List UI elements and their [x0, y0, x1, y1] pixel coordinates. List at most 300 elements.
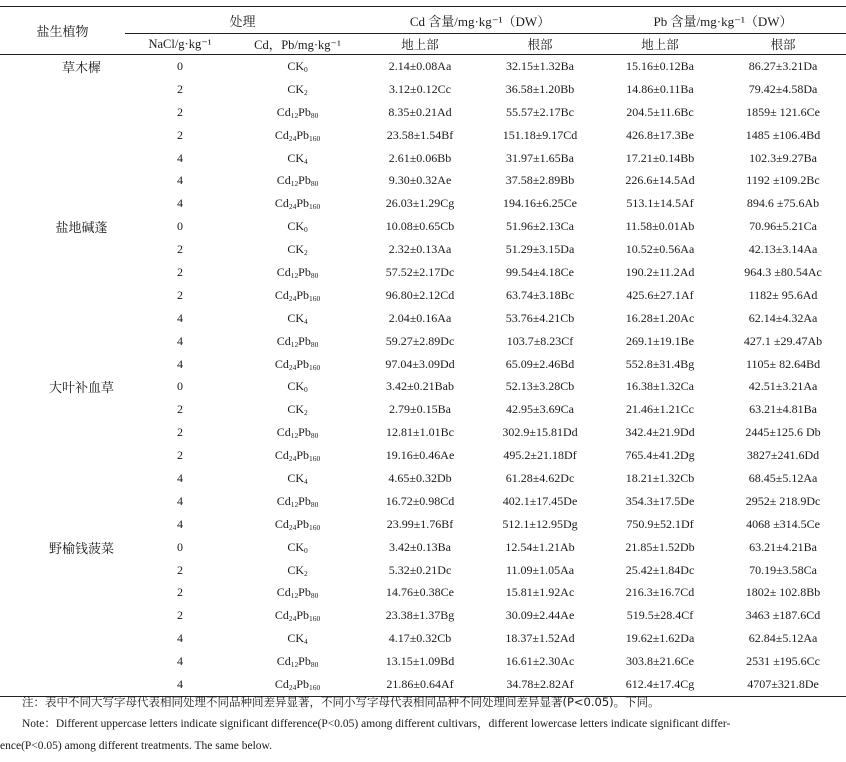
treatment-cell [235, 238, 360, 261]
plant-name-cell [0, 559, 125, 582]
nacl-cell: 0 [177, 539, 183, 554]
plant-name-cell [0, 261, 125, 284]
note-english-line1: Note：Different uppercase letters indicate significant difference(P<0.05) among different cultivars，different lowercase letters indicate significant differ- [22, 718, 731, 730]
cd-root-cell: 34.78±2.82Af [480, 673, 600, 696]
plant-name-cell [0, 284, 125, 307]
pb-root-cell: 70.96±5.21Ca [749, 219, 817, 234]
treatment-subscript: 0 [303, 64, 308, 74]
plant-name-cell: 野榆钱菠菜 [48, 541, 114, 557]
treatment-subscript: 4 [303, 156, 308, 166]
treatment-pb-label: Pb [298, 493, 311, 508]
cd-aboveground-cell: 14.76±0.38Ce [386, 585, 454, 600]
header-pb-aboveground: 地上部 [600, 34, 720, 55]
pb-aboveground-cell: 16.38±1.32Ca [626, 379, 694, 394]
treatment-cell [235, 650, 360, 673]
plant-name-cell [0, 513, 125, 536]
header-cd-content: Cd 含量/mg·kg⁻¹（DW） [360, 7, 600, 34]
cd-root-cell: 512.1±12.95Dg [502, 516, 578, 531]
table-row [0, 238, 846, 261]
treatment-pb-label: Pb [296, 356, 309, 371]
plant-name-cell [0, 307, 125, 330]
treatment-cell [235, 375, 360, 398]
header-plant: 盐生植物 [0, 7, 125, 55]
cd-aboveground-cell: 13.15±1.09Bd [385, 654, 455, 669]
cd-root-cell: 18.37±1.52Ad [505, 631, 575, 646]
cd-aboveground-cell: 26.03±1.29Cg [385, 196, 455, 211]
pb-root-cell: 2952± 218.9Dc [745, 493, 821, 508]
pb-aboveground-cell: 513.1±14.5Af [626, 196, 694, 211]
treatment-cell [235, 627, 360, 650]
nacl-cell: 4 [177, 150, 183, 165]
table-row [0, 444, 846, 467]
treatment-label: CK [287, 242, 304, 257]
treatment-cell [235, 581, 360, 604]
header-cd-aboveground: 地上部 [360, 34, 480, 55]
pb-aboveground-cell: 425.6±27.1Af [626, 287, 694, 302]
treatment-cell [235, 147, 360, 170]
cd-aboveground-cell: 10.08±0.65Cb [385, 219, 455, 234]
pb-root-cell: 964.3 ±80.54Ac [744, 264, 822, 279]
treatment-label: CK [287, 81, 304, 96]
treatment-pb-subscript: 160 [309, 614, 321, 624]
pb-root-cell: 427.1 ±29.47Ab [743, 333, 823, 348]
cd-aboveground-cell: 19.16±0.46Ae [385, 448, 455, 463]
pb-aboveground-cell: 18.21±1.32Cb [625, 470, 695, 485]
plant-name-cell [0, 467, 125, 490]
cd-root-cell: 302.9±15.81Dd [502, 425, 578, 440]
cd-root-cell: 51.96±2.13Ca [506, 219, 574, 234]
cd-aboveground-cell: 4.65±0.32Db [388, 470, 452, 485]
treatment-pb-label: Pb [298, 425, 311, 440]
cd-aboveground-cell: 2.32±0.13Aa [388, 242, 452, 257]
cd-root-cell: 402.1±17.45De [502, 493, 578, 508]
treatment-subscript: 0 [303, 545, 308, 555]
nacl-cell: 2 [177, 402, 183, 417]
treatment-pb-label: Pb [298, 264, 311, 279]
table-row [0, 307, 846, 330]
nacl-cell: 2 [177, 127, 183, 142]
nacl-cell: 2 [177, 585, 183, 600]
nacl-cell: 4 [177, 516, 183, 531]
pb-aboveground-cell: 519.5±28.4Cf [626, 608, 694, 623]
cd-aboveground-cell: 3.12±0.12Cc [389, 81, 451, 96]
treatment-pb-subscript: 80 [310, 179, 319, 189]
treatment-subscript: 24 [288, 614, 297, 624]
cd-aboveground-cell: 21.86±0.64Af [360, 673, 480, 696]
plant-name-cell [0, 444, 125, 467]
table-row [0, 169, 846, 192]
nacl-cell: 4 [125, 673, 235, 696]
pb-aboveground-cell: 17.21±0.14Bb [625, 150, 695, 165]
pb-root-cell: 1105± 82.64Bd [745, 356, 821, 371]
treatment-cell [235, 421, 360, 444]
treatment-subscript: 2 [303, 87, 308, 97]
pb-aboveground-cell: 612.4±17.4Cg [600, 673, 720, 696]
treatment-label: CK [287, 539, 304, 554]
cd-aboveground-cell: 2.61±0.06Bb [388, 150, 452, 165]
data-table [0, 6, 846, 697]
plant-name-cell [0, 330, 125, 353]
nacl-cell: 4 [177, 631, 183, 646]
table-row [0, 559, 846, 582]
treatment-subscript: 12 [290, 591, 299, 601]
pb-root-cell: 1182± 95.6Ad [748, 287, 818, 302]
nacl-cell: 0 [177, 379, 183, 394]
treatment-cell [235, 78, 360, 101]
treatment-cell [235, 490, 360, 513]
treatment-pb-label: Pb [298, 585, 311, 600]
table-row [0, 581, 846, 604]
pb-aboveground-cell: 19.62±1.62Da [625, 631, 695, 646]
plant-name-cell [0, 627, 125, 650]
treatment-label: Cd [276, 654, 291, 669]
cd-aboveground-cell: 16.72±0.98Cd [385, 493, 455, 508]
cd-root-cell: 30.09±2.44Ae [505, 608, 575, 623]
cd-root-cell: 61.28±4.62Dc [505, 470, 575, 485]
nacl-cell: 4 [177, 310, 183, 325]
treatment-subscript: 12 [290, 431, 299, 441]
pb-aboveground-cell: 16.28±1.20Ac [625, 310, 695, 325]
nacl-cell: 2 [177, 264, 183, 279]
treatment-subscript: 4 [303, 316, 308, 326]
pb-root-cell: 894.6 ±75.6Ab [746, 196, 820, 211]
treatment-label: Cd [274, 608, 289, 623]
pb-aboveground-cell: 354.3±17.5De [625, 493, 695, 508]
cd-aboveground-cell: 3.42±0.21Bab [386, 379, 454, 394]
table-row [0, 398, 846, 421]
treatment-cell [235, 192, 360, 215]
table-row [0, 467, 846, 490]
treatment-pb-label: Pb [296, 516, 309, 531]
plant-name-cell [0, 353, 125, 376]
treatment-label: CK [287, 219, 304, 234]
pb-aboveground-cell: 303.8±21.6Ce [626, 654, 694, 669]
treatment-subscript: 0 [303, 385, 308, 395]
treatment-label: CK [287, 310, 304, 325]
header-pb-root: 根部 [720, 34, 846, 55]
treatment-subscript: 24 [288, 362, 297, 372]
nacl-cell: 4 [177, 470, 183, 485]
table-row [0, 604, 846, 627]
treatment-label: Cd [274, 448, 289, 463]
treatment-label: Cd [276, 333, 291, 348]
treatment-label: CK [287, 470, 304, 485]
table-row [0, 490, 846, 513]
plant-name-cell: 草木樨 [61, 60, 101, 76]
treatment-subscript: 24 [288, 133, 297, 143]
plant-name-cell: 大叶补血草 [48, 381, 114, 397]
nacl-cell: 0 [177, 58, 183, 73]
pb-root-cell: 42.13±3.14Aa [748, 242, 818, 257]
treatment-cell [235, 215, 360, 238]
cd-root-cell: 495.2±21.18Df [503, 448, 577, 463]
cd-root-cell: 194.16±6.25Ce [503, 196, 577, 211]
treatment-subscript: 4 [303, 476, 308, 486]
cd-root-cell: 31.97±1.65Ba [506, 150, 574, 165]
pb-root-cell: 79.42±4.58Da [748, 81, 818, 96]
cd-root-cell: 42.95±3.69Ca [506, 402, 574, 417]
plant-name-cell [0, 124, 125, 147]
treatment-pb-label: Pb [298, 104, 311, 119]
treatment-pb-subscript: 160 [309, 133, 321, 143]
treatment-subscript: 24 [288, 202, 297, 212]
table-row [0, 284, 846, 307]
nacl-cell: 4 [177, 356, 183, 371]
cd-aboveground-cell: 97.04±3.09Dd [385, 356, 455, 371]
plant-name-cell [0, 101, 125, 124]
treatment-label: Cd [274, 127, 289, 142]
treatment-label: Cd [276, 264, 291, 279]
table-body [0, 55, 846, 697]
plant-name-cell [0, 398, 125, 421]
treatment-label: CK [287, 631, 304, 646]
treatment-label: Cd [274, 676, 289, 691]
treatment-cell [235, 559, 360, 582]
cd-aboveground-cell: 59.27±2.89Dc [385, 333, 455, 348]
treatment-pb-subscript: 80 [310, 499, 319, 509]
table-row [0, 536, 846, 559]
pb-aboveground-cell: 552.8±31.4Bg [625, 356, 695, 371]
treatment-pb-label: Pb [296, 608, 309, 623]
treatment-cell [235, 353, 360, 376]
treatment-subscript: 4 [303, 637, 308, 647]
treatment-cell [235, 330, 360, 353]
treatment-pb-subscript: 80 [310, 591, 319, 601]
table-row [0, 101, 846, 124]
table-row [0, 261, 846, 284]
pb-root-cell: 1485 ±106.4Bd [745, 127, 821, 142]
pb-aboveground-cell: 216.3±16.7Cd [625, 585, 695, 600]
pb-aboveground-cell: 342.4±21.9Dd [625, 425, 695, 440]
treatment-subscript: 2 [303, 568, 308, 578]
pb-aboveground-cell: 15.16±0.12Ba [626, 58, 694, 73]
treatment-label: Cd [274, 356, 289, 371]
pb-aboveground-cell: 21.85±1.52Db [625, 539, 695, 554]
pb-root-cell: 4068 ±314.5Ce [746, 516, 820, 531]
pb-root-cell: 1859± 121.6Ce [746, 104, 820, 119]
treatment-subscript: 0 [303, 225, 308, 235]
nacl-cell: 2 [177, 104, 183, 119]
pb-root-cell: 62.84±5.12Aa [748, 631, 818, 646]
treatment-pb-subscript: 160 [309, 682, 321, 692]
treatment-label: Cd [276, 585, 291, 600]
cd-root-cell: 51.29±3.15Da [505, 242, 575, 257]
treatment-label: CK [287, 150, 304, 165]
treatment-label: Cd [276, 493, 291, 508]
treatment-subscript: 12 [290, 270, 299, 280]
pb-root-cell: 2445±125.6 Db [745, 425, 821, 440]
pb-aboveground-cell: 204.5±11.6Bc [626, 104, 694, 119]
note-english-line2: ence(P<0.05) among different treatments. The same below. [0, 740, 272, 752]
treatment-pb-label: Pb [296, 127, 309, 142]
plant-name-cell [0, 78, 125, 101]
treatment-pb-label: Pb [296, 676, 309, 691]
treatment-label: Cd [276, 104, 291, 119]
cd-aboveground-cell: 2.79±0.15Ba [389, 402, 451, 417]
cd-aboveground-cell: 4.17±0.32Cb [388, 631, 452, 646]
treatment-label: CK [287, 379, 304, 394]
nacl-cell: 4 [177, 333, 183, 348]
pb-aboveground-cell: 25.42±1.84Dc [625, 562, 695, 577]
treatment-pb-subscript: 160 [309, 362, 321, 372]
treatment-pb-subscript: 160 [309, 293, 321, 303]
cd-root-cell: 63.74±3.18Bc [506, 287, 574, 302]
header-cdpb: Cd，Pb/mg·kg⁻¹ [235, 34, 360, 55]
treatment-subscript: 24 [288, 453, 297, 463]
plant-name-cell [0, 238, 125, 261]
treatment-pb-label: Pb [296, 196, 309, 211]
nacl-cell: 4 [177, 654, 183, 669]
pb-root-cell: 42.51±3.21Aa [748, 379, 818, 394]
treatment-subscript: 2 [303, 247, 308, 257]
pb-aboveground-cell: 10.52±0.56Aa [625, 242, 695, 257]
treatment-pb-subscript: 160 [309, 202, 321, 212]
treatment-cell [235, 536, 360, 559]
treatment-pb-subscript: 160 [309, 522, 321, 532]
header-cd-root: 根部 [480, 34, 600, 55]
treatment-subscript: 2 [303, 408, 308, 418]
pb-root-cell: 4707±321.8De [720, 673, 846, 696]
note-chinese: 注：表中不同大写字母代表相同处理不同品种间差异显著，不同小写字母代表相同品种不同处理间差异显著(P<0.05)。下同。 [22, 695, 660, 709]
table-row [0, 215, 846, 238]
pb-aboveground-cell: 14.86±0.11Ba [626, 81, 694, 96]
cd-aboveground-cell: 12.81±1.01Bc [386, 425, 454, 440]
cd-aboveground-cell: 2.04±0.16Aa [388, 310, 452, 325]
table-row [0, 375, 846, 398]
pb-aboveground-cell: 190.2±11.2Ad [625, 264, 695, 279]
nacl-cell: 2 [177, 448, 183, 463]
plant-name-cell [0, 169, 125, 192]
treatment-label: Cd [276, 173, 291, 188]
header-nacl: NaCl/g·kg⁻¹ [125, 34, 235, 55]
nacl-cell: 2 [177, 608, 183, 623]
treatment-label: CK [287, 402, 304, 417]
pb-aboveground-cell: 269.1±19.1Be [626, 333, 694, 348]
treatment-cell [235, 398, 360, 421]
header-pb-content: Pb 含量/mg·kg⁻¹（DW） [600, 7, 846, 34]
pb-root-cell: 70.19±3.58Ca [749, 562, 817, 577]
treatment-pb-subscript: 80 [310, 659, 319, 669]
nacl-cell: 2 [177, 425, 183, 440]
treatment-label: CK [287, 58, 304, 73]
cd-aboveground-cell: 57.52±2.17Dc [385, 264, 455, 279]
treatment-label: CK [287, 562, 304, 577]
table-notes [0, 691, 846, 757]
treatment-pb-label: Pb [298, 333, 311, 348]
cd-root-cell: 36.58±1.20Bb [505, 81, 575, 96]
nacl-cell: 2 [177, 242, 183, 257]
pb-root-cell: 1192 ±109.2Bc [746, 173, 820, 188]
pb-aboveground-cell: 226.6±14.5Ad [625, 173, 695, 188]
cd-root-cell: 52.13±3.28Cb [505, 379, 575, 394]
table-row [0, 78, 846, 101]
treatment-subscript: 24 [288, 682, 297, 692]
cd-aboveground-cell: 23.58±1.54Bf [386, 127, 454, 142]
treatment-subscript: 12 [290, 659, 299, 669]
treatment-cell [235, 169, 360, 192]
plant-name-cell [0, 581, 125, 604]
header-treatment: 处理 [125, 7, 360, 34]
table-row [0, 513, 846, 536]
treatment-pb-subscript: 160 [309, 453, 321, 463]
plant-name-cell [0, 490, 125, 513]
pb-root-cell: 1802± 102.8Bb [745, 585, 821, 600]
treatment-subscript: 12 [290, 339, 299, 349]
cd-aboveground-cell: 23.38±1.37Bg [385, 608, 455, 623]
cd-aboveground-cell: 9.30±0.32Ae [388, 173, 452, 188]
plant-name-cell [0, 604, 125, 627]
plant-name-cell [0, 147, 125, 170]
treatment-cell [235, 55, 360, 78]
treatment-pb-subscript: 80 [310, 431, 319, 441]
plant-name-cell [0, 192, 125, 215]
treatment-subscript: 24 [288, 522, 297, 532]
plant-name-cell: 盐地碱蓬 [55, 221, 108, 237]
treatment-pb-label: Pb [296, 448, 309, 463]
plant-name-cell [0, 650, 125, 673]
nacl-cell: 2 [177, 287, 183, 302]
treatment-label: Cd [276, 425, 291, 440]
treatment-subscript: 24 [288, 293, 297, 303]
nacl-cell: 4 [177, 493, 183, 508]
pb-root-cell: 68.45±5.12Aa [748, 470, 818, 485]
cd-aboveground-cell: 2.14±0.08Aa [388, 58, 452, 73]
cd-root-cell: 32.15±1.32Ba [506, 58, 574, 73]
pb-root-cell: 62.14±4.32Aa [748, 310, 818, 325]
table-row [0, 627, 846, 650]
nacl-cell: 0 [177, 219, 183, 234]
nacl-cell: 2 [177, 81, 183, 96]
nacl-cell: 4 [177, 196, 183, 211]
cd-root-cell: 65.09±2.46Bd [505, 356, 575, 371]
cd-aboveground-cell: 8.35±0.21Ad [388, 104, 452, 119]
treatment-cell [235, 284, 360, 307]
treatment-cell [235, 467, 360, 490]
nacl-cell: 4 [177, 173, 183, 188]
cd-aboveground-cell: 96.80±2.12Cd [385, 287, 455, 302]
pb-root-cell: 86.27±3.21Da [748, 58, 818, 73]
table-row [0, 147, 846, 170]
treatment-pb-subscript: 80 [310, 270, 319, 280]
treatment-cell [235, 444, 360, 467]
cd-root-cell: 53.76±4.21Cb [505, 310, 575, 325]
pb-aboveground-cell: 750.9±52.1Df [626, 516, 694, 531]
treatment-pb-label: Pb [298, 173, 311, 188]
table-row [0, 55, 846, 78]
treatment-subscript: 12 [290, 499, 299, 509]
pb-aboveground-cell: 765.4±41.2Dg [625, 448, 695, 463]
table-row [0, 650, 846, 673]
plant-name-cell [0, 421, 125, 444]
pb-root-cell: 3827±241.6Dd [746, 448, 820, 463]
pb-root-cell: 3463 ±187.6Cd [745, 608, 821, 623]
treatment-cell [235, 261, 360, 284]
cd-root-cell: 37.58±2.89Bb [505, 173, 575, 188]
nacl-cell: 2 [177, 562, 183, 577]
cd-root-cell: 15.81±1.92Ac [505, 585, 575, 600]
cd-root-cell: 103.7±8.23Cf [506, 333, 574, 348]
treatment-pb-subscript: 80 [310, 110, 319, 120]
pb-root-cell: 63.21±4.21Ba [749, 539, 817, 554]
cd-root-cell: 11.09±1.05Aa [505, 562, 575, 577]
treatment-pb-label: Pb [296, 287, 309, 302]
cd-aboveground-cell: 5.32±0.21Dc [388, 562, 452, 577]
table-row [0, 192, 846, 215]
treatment-subscript: 12 [290, 110, 299, 120]
treatment-label: Cd [274, 516, 289, 531]
pb-aboveground-cell: 11.58±0.01Ab [625, 219, 695, 234]
pb-aboveground-cell: 21.46±1.21Cc [626, 402, 694, 417]
